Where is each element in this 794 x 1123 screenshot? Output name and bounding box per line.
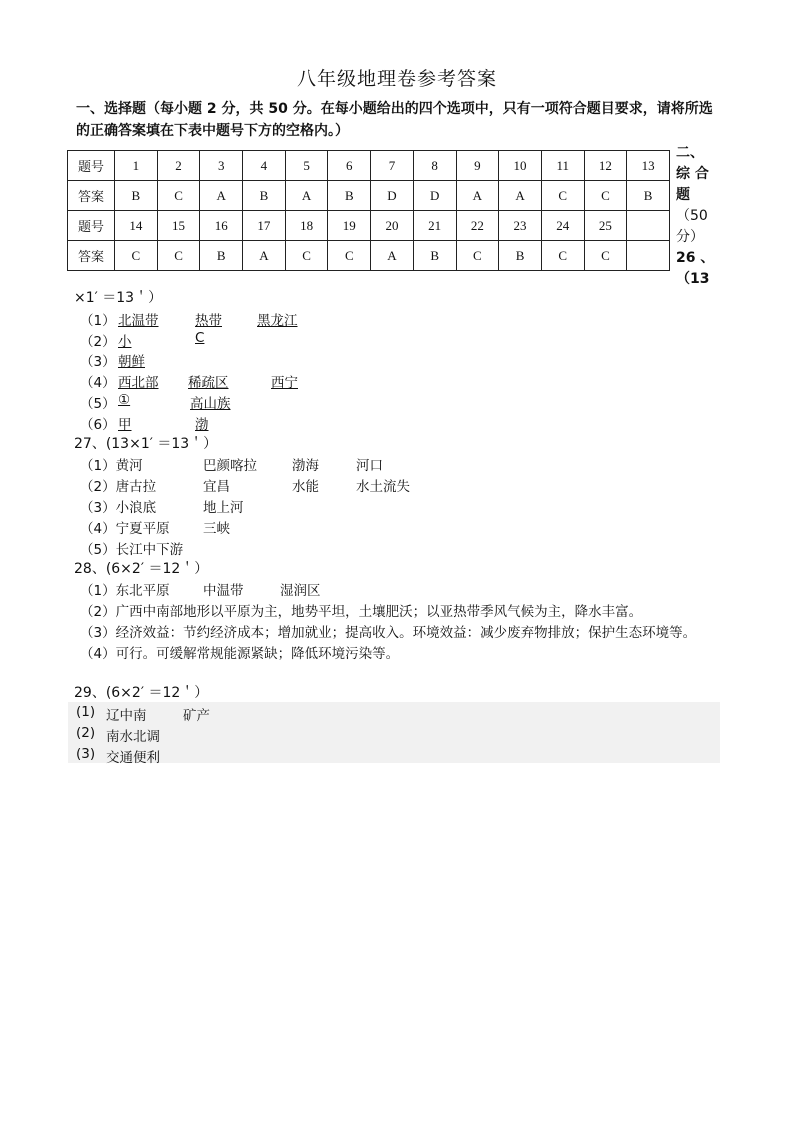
answer-text: 可行。可缓解常规能源紧缺；降低环境污染等。 <box>115 646 400 662</box>
question-number-cell: 18 <box>285 211 328 241</box>
answer-text: 南水北调 <box>106 729 160 745</box>
item-number: （1） <box>80 313 116 329</box>
question-number-cell: 11 <box>541 151 584 181</box>
q28-line-4 <box>80 642 399 662</box>
q27-line-3 <box>80 496 244 516</box>
answer-cell: C <box>584 181 627 211</box>
answer-text: 小浪底 <box>115 500 157 516</box>
page-title: 八年级地理卷参考答案 <box>296 68 497 90</box>
item-number: （5） <box>80 396 116 412</box>
row-label-number: 题号 <box>68 211 115 241</box>
side-line: 26 、 <box>676 250 715 266</box>
q27-line-1 <box>80 454 383 474</box>
question-number-cell <box>627 211 670 241</box>
answer-text: 巴颜喀拉 <box>203 458 257 474</box>
answer-blank: 高山族 <box>190 396 231 412</box>
q28-line-3 <box>80 621 696 641</box>
item-number: （6） <box>80 417 116 433</box>
section2-side-heading <box>676 143 720 290</box>
question-number-cell: 13 <box>627 151 670 181</box>
q26-heading-cont: ×1′ ＝13＇） <box>74 290 163 306</box>
answer-cell: A <box>499 181 542 211</box>
q29-heading: 29、(6×2′ ＝12＇） <box>74 685 209 701</box>
q26-line-5 <box>80 392 231 412</box>
answer-cell: C <box>115 241 158 271</box>
row-label-number: 题号 <box>68 151 115 181</box>
answer-text: 经济效益：节约经济成本；增加就业；提高收入。环境效益：减少废弃物排放；保护生态环境等。 <box>115 625 697 641</box>
table-row-answers-2 <box>68 241 670 271</box>
answer-cell <box>627 241 670 271</box>
item-number: (1) <box>76 704 96 720</box>
table-row-answers-1 <box>68 181 670 211</box>
question-number-cell: 14 <box>115 211 158 241</box>
side-line: （13 <box>676 271 710 287</box>
answer-text: 宜昌 <box>203 479 230 495</box>
q28-line-1 <box>80 579 321 599</box>
answer-text: 交通便利 <box>106 750 160 766</box>
answer-cell: B <box>627 181 670 211</box>
question-number-cell: 2 <box>157 151 200 181</box>
q28-line-2 <box>80 600 642 620</box>
question-number-cell: 8 <box>413 151 456 181</box>
q27-heading: 27、(13×1′ ＝13＇） <box>74 436 218 452</box>
q26-line-2 <box>80 330 205 350</box>
answer-text: 水能 <box>292 479 319 495</box>
answer-cell: B <box>200 241 243 271</box>
q29-line-3 <box>76 746 160 766</box>
question-number-cell: 21 <box>413 211 456 241</box>
q27-line-2 <box>80 475 410 495</box>
question-number-cell: 3 <box>200 151 243 181</box>
side-line: 分） <box>676 229 704 245</box>
side-line: 二、 <box>676 145 704 161</box>
q26-line-1 <box>80 309 298 329</box>
answer-blank: C <box>195 330 205 346</box>
q29-line-1 <box>76 704 210 724</box>
answer-text: 东北平原 <box>115 583 170 599</box>
answer-cell: A <box>285 181 328 211</box>
question-number-cell: 12 <box>584 151 627 181</box>
item-number: （2） <box>80 604 116 620</box>
question-number-cell: 5 <box>285 151 328 181</box>
item-number: （1） <box>80 458 116 474</box>
table-row-numbers-2 <box>68 211 670 241</box>
item-number: （3） <box>80 354 116 370</box>
item-number: (3) <box>76 746 96 762</box>
question-number-cell: 7 <box>371 151 414 181</box>
question-number-cell: 23 <box>499 211 542 241</box>
section1-instruction: 一、选择题（每小题 2 分，共 50 分。在每小题给出的四个选项中，只有一项符合题目要求，请将所选的正确答案填在下表中题号下方的空格内。） <box>76 101 713 139</box>
answer-text: 广西中南部地形以平原为主，地势平坦，土壤肥沃；以亚热带季风气候为主，降水丰富。 <box>115 604 643 620</box>
answer-blank: 甲 <box>118 417 132 433</box>
item-number: （4） <box>80 375 116 391</box>
answer-cell: C <box>328 241 371 271</box>
answer-cell: C <box>157 181 200 211</box>
question-number-cell: 15 <box>157 211 200 241</box>
answer-blank: 黑龙江 <box>257 313 298 329</box>
answer-cell: A <box>200 181 243 211</box>
answer-text: 中温带 <box>203 583 244 599</box>
question-number-cell: 24 <box>541 211 584 241</box>
item-number: （3） <box>80 500 116 516</box>
answer-cell: D <box>413 181 456 211</box>
question-number-cell: 9 <box>456 151 499 181</box>
answer-cell: A <box>371 241 414 271</box>
answer-cell: C <box>584 241 627 271</box>
answer-blank: 西宁 <box>271 375 298 391</box>
question-number-cell: 10 <box>499 151 542 181</box>
answer-text: 地上河 <box>203 500 244 516</box>
question-number-cell: 20 <box>371 211 414 241</box>
q26-line-4 <box>80 371 298 391</box>
answer-text: 唐古拉 <box>115 479 157 495</box>
question-number-cell: 16 <box>200 211 243 241</box>
answer-text: 辽中南 <box>106 708 147 724</box>
q29-line-2 <box>76 725 160 745</box>
answer-cell: A <box>243 241 286 271</box>
answer-text: 渤海 <box>292 458 319 474</box>
row-label-answer: 答案 <box>68 181 115 211</box>
answer-blank: ① <box>118 392 131 408</box>
answer-text: 三峡 <box>203 521 230 537</box>
answer-cell: B <box>328 181 371 211</box>
item-number: (2) <box>76 725 96 741</box>
q28-heading: 28、(6×2′ ＝12＇） <box>74 561 209 577</box>
item-number: （5） <box>80 542 116 558</box>
answer-cell: B <box>115 181 158 211</box>
answer-blank: 朝鲜 <box>118 354 145 370</box>
answer-text: 长江中下游 <box>115 542 184 558</box>
answer-cell: C <box>456 241 499 271</box>
answer-cell: B <box>413 241 456 271</box>
answer-text: 黄河 <box>115 458 143 474</box>
answer-blank: 西北部 <box>118 375 159 391</box>
item-number: （2） <box>80 479 116 495</box>
table-row-numbers-1 <box>68 151 670 181</box>
answer-cell: C <box>541 181 584 211</box>
q26-line-3 <box>80 350 145 370</box>
question-number-cell: 25 <box>584 211 627 241</box>
answer-blank: 北温带 <box>118 313 159 329</box>
answer-cell: A <box>456 181 499 211</box>
q26-line-6 <box>80 413 209 433</box>
q27-line-5 <box>80 538 183 558</box>
side-line: （50 <box>676 208 708 224</box>
answer-cell: B <box>243 181 286 211</box>
question-number-cell: 4 <box>243 151 286 181</box>
item-number: （3） <box>80 625 116 641</box>
answer-text: 湿润区 <box>280 583 321 599</box>
question-number-cell: 22 <box>456 211 499 241</box>
shaded-answer-area <box>68 702 720 763</box>
row-label-answer: 答案 <box>68 241 115 271</box>
answer-text: 矿产 <box>183 708 210 724</box>
answer-cell: C <box>157 241 200 271</box>
answer-text: 宁夏平原 <box>115 521 170 537</box>
q27-line-4 <box>80 517 230 537</box>
answer-text: 水土流失 <box>356 479 410 495</box>
item-number: （1） <box>80 583 116 599</box>
answer-blank: 热带 <box>195 313 222 329</box>
answer-blank: 小 <box>118 334 132 350</box>
side-line: 题 <box>676 187 690 203</box>
answer-cell: C <box>541 241 584 271</box>
item-number: （4） <box>80 521 116 537</box>
question-number-cell: 17 <box>243 211 286 241</box>
question-number-cell: 1 <box>115 151 158 181</box>
side-line: 综 合 <box>676 166 709 182</box>
answer-table <box>67 150 670 271</box>
item-number: （2） <box>80 334 116 350</box>
answer-cell: C <box>285 241 328 271</box>
answer-blank: 稀疏区 <box>188 375 229 391</box>
item-number: （4） <box>80 646 116 662</box>
answer-cell: B <box>499 241 542 271</box>
question-number-cell: 19 <box>328 211 371 241</box>
answer-cell: D <box>371 181 414 211</box>
question-number-cell: 6 <box>328 151 371 181</box>
answer-text: 河口 <box>356 458 383 474</box>
answer-blank: 渤 <box>195 417 209 433</box>
